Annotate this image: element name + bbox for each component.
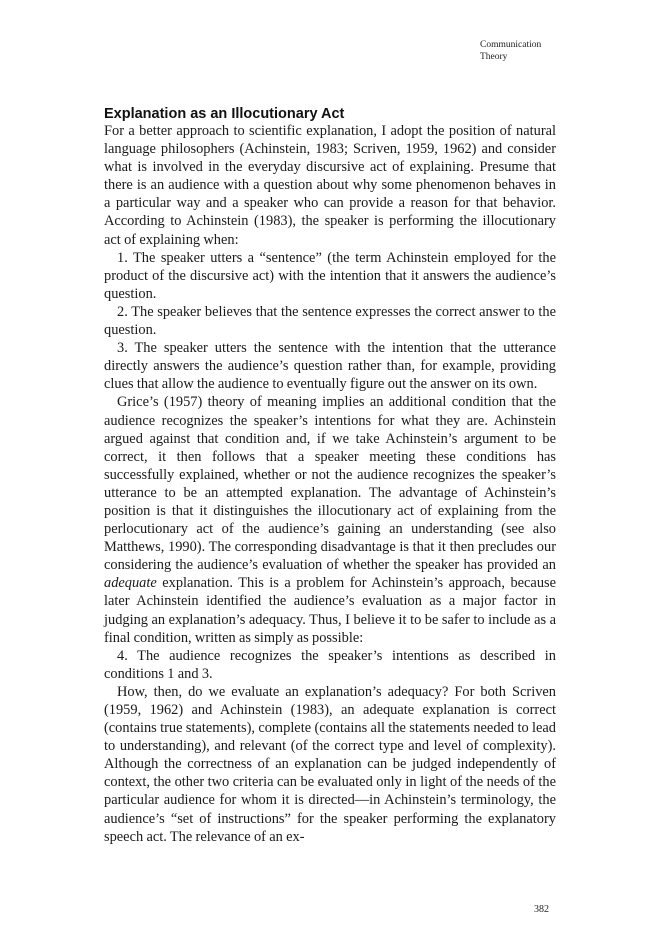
paragraph: 4. The audience recognizes the speaker’s intentions as described in conditions 1 and 3. [104, 647, 556, 682]
paragraph: 2. The speaker believes that the sentence expresses the correct answer to the question. [104, 303, 556, 339]
running-head-line: Theory [480, 52, 508, 62]
paragraph: 3. The speaker utters the sentence with the intention that the utterance directly answers the audience’s question rather than, for example, providing clues that allow the audience to eventually figure out the answer on its own. [104, 340, 556, 393]
page-number: 382 [534, 904, 549, 915]
running-head-line: Communication [480, 40, 542, 50]
paragraph: How, then, do we evaluate an explanation’s adequacy? For both Scriven (1959, 1962) and Achinstein (1983), an adequate explanation is correct (contains true statements), complete (contains all the statements needed to lead to understanding), and relevant (of the correct type and level of complexity). Although the correctness of an explanation can be judged independently of context, the other two criteria can be evaluated only in light of the needs of the particular audience for whom it is directed—in Achinstein’s terminology, the audience’s “set of instructions” for the speaker performing the explanatory speech act. The relevance of an ex- [104, 683, 556, 845]
section-heading: Explanation as an Illocutionary Act [104, 106, 345, 122]
body-text [104, 122, 556, 846]
paragraph: 1. The speaker utters a “sentence” (the term Achinstein employed for the product of the discursive act) with the intention that it answers the audience’s question. [104, 249, 556, 302]
running-head [480, 39, 541, 63]
paragraph-text: explanation. This is a problem for Achinstein’s approach, because later Achinstein identified the audience’s evaluation as a major factor in judging an explanation’s adequacy. Thus, I believe it to be safer to include as a final condition, written as simply as possible: [104, 575, 556, 646]
emphasis: adequate [104, 575, 157, 592]
paragraph-text: Grice’s (1957) theory of meaning implies an additional condition that the audience recognizes the speaker’s intentions for what they are. Achinstein argued against that condition and, if we take Achinstein’s argument to be correct, it then follows that a speaker meeting these conditions has successfully explained, whether or not the audience recognizes the speaker’s utterance to be an attempted explanation. The advantage of Achinstein’s position is that it distinguishes the illocutionary act of explaining from the perlocutionary act of the audience’s gaining an understanding (see also Matthews, 1990). The corresponding disadvantage is that it then precludes our considering the audience’s evaluation of whether the speaker has provided an [104, 394, 556, 574]
paragraph: For a better approach to scientific explanation, I adopt the position of natural language philosophers (Achinstein, 1983; Scriven, 1959, 1962) and consider what is involved in the everyday discursive act of explaining. Presume that there is an audience with a question about why some phenomenon behaves in a particular way and a speaker who can provide a reason for that behavior. According to Achinstein (1983), the speaker is performing the illocutionary act of explaining when: [104, 123, 556, 248]
paragraph [104, 393, 556, 646]
